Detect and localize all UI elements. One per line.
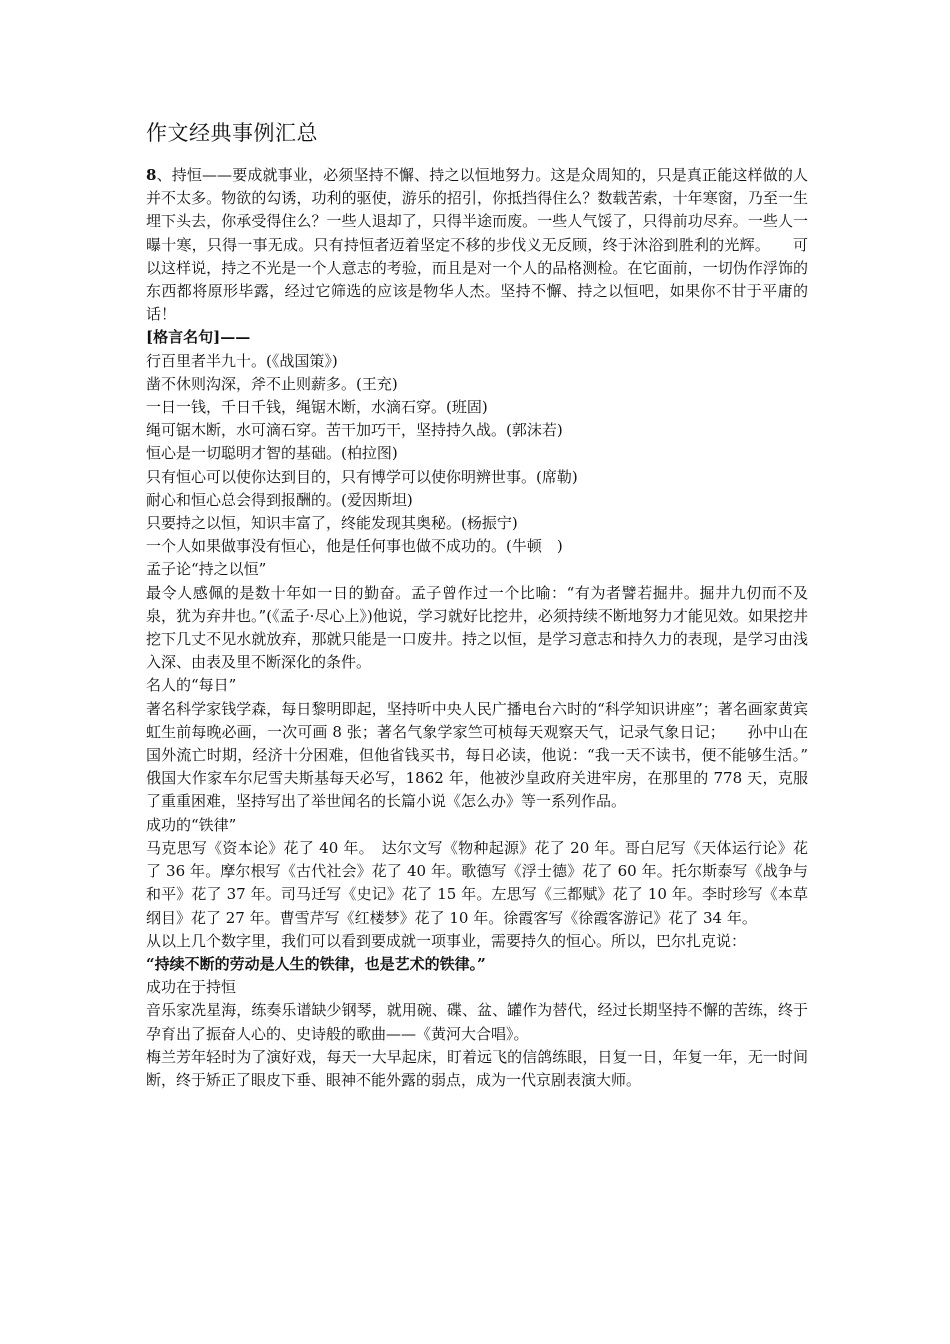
daily-paragraph: 著名科学家钱学森，每日黎明即起，坚持听中央人民广播电台六时的“科学知识讲座”；著名画家黄宾虹生前每晚必画，一次可画 8 张；著名气象学家竺可桢每天观察天气，记录气象日记； 孙中山在国外流亡时期，经济十分困难，但他省钱买书，每日必读，他说：“我一天不读书，便不能够生活。” 俄国大作家车尔尼雪夫斯基每天必写，1862 年，他被沙皇政府关进牢房，在那里的 778 天，克服了重重困难，坚持写出了举世闻名的长篇小说《怎么办》等一系列作品。 bbox=[146, 699, 839, 811]
quote-line: 只有恒心可以使你达到目的，只有博学可以使你明辨世事。(席勒) bbox=[146, 467, 578, 486]
iron-law-heading: 成功的“铁律” bbox=[146, 815, 237, 834]
iron-law-paragraph: 马克思写《资本论》花了 40 年。 达尔文写《物种起源》花了 20 年。哥白尼写《天体运行论》花了 36 年。摩尔根写《古代社会》花了 40 年。歌德写《浮士德》花了 60 年。托尔斯泰写《战争与和平》花了 37 年。司马迁写《史记》花了 15 年。左思写《三都赋》花了 10 年。李时珍写《本草纲目》花了 27 年。曹雪芹写《红楼梦》花了 10 年。徐霞客写《徐霞客游记》花了 34 年。 bbox=[146, 838, 808, 927]
quote-line: 一日一钱，千日千钱，绳锯木断，水滴石穿。(班固) bbox=[146, 398, 488, 417]
daily-heading: 名人的“每日” bbox=[146, 676, 237, 695]
section-number: 8 bbox=[146, 166, 157, 184]
quote-line: 耐心和恒心总会得到报酬的。(爱因斯坦) bbox=[146, 490, 413, 509]
section-8-text: 、持恒——要成就事业，必须坚持不懈、持之以恒地努力。这是众周知的，只是真正能这样做的人并不太多。物欲的勾诱，功利的驱使，游乐的招引，你抵挡得住么？数载苦索，十年寒窗，乃至一生埋下头去，你承受得住么？一些人退却了，只得半途而废。一些人气馁了，只得前功尽弃。一些人一曝十寒，只得一事无成。只有持恒者迈着坚定不移的步伐义无反顾，终于沐浴到胜利的光辉。 可以这样说，持之不光是一个人意志的考验，而且是对一个人的品格测检。在它面前，一切伪作浮饰的东西都将原形毕露，经过它筛选的应该是物华人杰。坚持不懈、持之以恒吧，如果你不甘于平庸的话！ bbox=[146, 166, 808, 324]
section-8-paragraph bbox=[146, 164, 808, 326]
balzac-quote: “持续不断的劳动是人生的铁律，也是艺术的铁律。” bbox=[146, 954, 486, 973]
iron-law-conclusion: 从以上几个数字里，我们可以看到要成就一项事业，需要持久的恒心。所以，巴尔扎克说： bbox=[146, 931, 747, 950]
quote-line: 行百里者半九十。(《战国策》) bbox=[146, 351, 338, 370]
mei-lanfang-paragraph: 梅兰芳年轻时为了演好戏，每天一大早起床，盯着远飞的信鸽练眼，日复一日，年复一年，无一时间断，终于矫正了眼皮下垂、眼神不能外露的弱点，成为一代京剧表演大师。 bbox=[146, 1047, 808, 1089]
quotes-heading: [格言名句]—— bbox=[146, 328, 251, 347]
quote-line: 凿不休则沟深，斧不止则薪多。(王充) bbox=[146, 374, 398, 393]
document-title: 作文经典事例汇总 bbox=[146, 121, 318, 145]
quote-line: 一个人如果做事没有恒心，他是任何事也做不成功的。(牛顿 ) bbox=[146, 537, 563, 556]
quote-line: 恒心是一切聪明才智的基础。(柏拉图) bbox=[146, 444, 398, 463]
quotes-list bbox=[146, 350, 808, 559]
mencius-heading: 孟子论“持之以恒” bbox=[146, 560, 267, 579]
document-page bbox=[146, 118, 839, 1092]
persistence-heading: 成功在于持恒 bbox=[146, 978, 237, 997]
mencius-paragraph: 最令人感佩的是数十年如一日的勤奋。孟子曾作过一个比喻：“有为者譬若掘井。掘井九仞而不及泉，犹为弃井也。”(《孟子·尽心上》)他说，学习就好比挖井，必须持续不断地努力才能见效。如果挖井挖下几丈不见水就放弃，那就只能是一口废井。持之以恒，是学习意志和持久力的表现，是学习由浅入深、由表及里不断深化的条件。 bbox=[146, 583, 808, 672]
quote-line: 只要持之以恒，知识丰富了，终能发现其奥秘。(杨振宁) bbox=[146, 514, 518, 533]
quote-line: 绳可锯木断，水可滴石穿。苦干加巧干，坚持持久战。(郭沫若) bbox=[146, 421, 563, 440]
xian-xinghai-paragraph: 音乐家冼星海，练奏乐谱缺少钢琴，就用碗、碟、盆、罐作为替代，经过长期坚持不懈的苦练，终于孕育出了振奋人心的、史诗般的歌曲——《黄河大合唱》。 bbox=[146, 1001, 808, 1043]
